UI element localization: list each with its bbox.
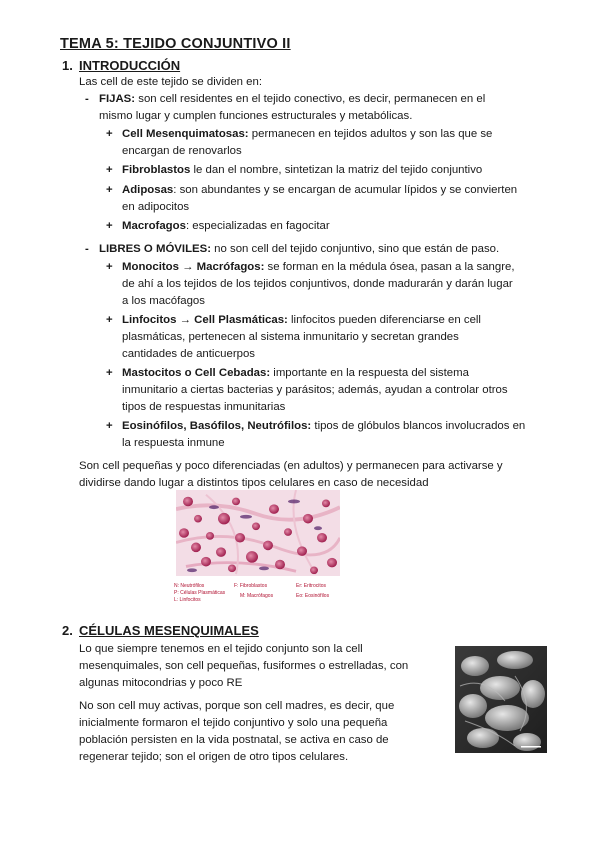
legend-macrofagos: M: Macrófagos bbox=[240, 593, 274, 599]
legend-eosinofilos: Eo: Eosinófilos bbox=[296, 593, 330, 599]
fija-item-1 bbox=[122, 126, 492, 143]
libre-item-text: linfocitos pueden diferenciarse en cell bbox=[287, 314, 481, 326]
fija-item-text: permanecen en tejidos adultos y son las que se bbox=[248, 128, 493, 140]
libres-label: LIBRES O MÓVILES: bbox=[99, 243, 212, 255]
legend-eritrocitos: Er: Eritrocitos bbox=[296, 583, 327, 589]
section-1-number: 1. bbox=[62, 58, 73, 73]
plus-icon: + bbox=[106, 314, 113, 326]
libres-bullet: - bbox=[85, 243, 89, 255]
section-2-number: 2. bbox=[62, 623, 73, 638]
fija-item-text: : son abundantes y se encargan de acumular lípidos y se convierten bbox=[173, 184, 518, 196]
fija-item-name: Adiposas bbox=[122, 184, 174, 196]
summary-line-1: Son cell pequeñas y poco diferenciadas (en adultos) y permanecen para activarse y bbox=[79, 460, 503, 472]
libres-text-1: no son cell del tejido conjuntivo, sino que están de paso. bbox=[211, 243, 500, 255]
fija-item-3 bbox=[122, 182, 517, 199]
figure-legend bbox=[172, 577, 342, 610]
fijas-bullet: - bbox=[85, 93, 89, 105]
fija-item-text: le dan el nombre, sintetizan la matriz del tejido conjuntivo bbox=[190, 164, 483, 176]
summary-line-2: dividirse dando lugar a distintos tipos celulares en caso de necesidad bbox=[79, 477, 429, 489]
libre-item-4 bbox=[122, 418, 525, 435]
section-2-heading: CÉLULAS MESENQUIMALES bbox=[79, 623, 259, 638]
fijas-line-1 bbox=[99, 91, 569, 108]
electron-micrograph bbox=[455, 646, 547, 753]
libre-item-1 bbox=[122, 259, 515, 276]
mesen-p2-line-2: inicialmente formaron el tejido conjuntivo y solo una pequeña bbox=[79, 717, 388, 729]
fija-item-name: Fibroblastos bbox=[122, 164, 191, 176]
fija-item-2 bbox=[122, 162, 482, 179]
plus-icon: + bbox=[106, 164, 113, 176]
libre-item-text: importante en la respuesta del sistema bbox=[270, 367, 469, 379]
legend-neutrofilos: N: Neutrófilos bbox=[174, 583, 205, 589]
mesen-p2-line-4: regenerar tejido; son el origen de otro tipos celulares. bbox=[79, 751, 349, 763]
fija-item-1-line-2: encargan de renovarlos bbox=[122, 145, 242, 157]
libre-item-3-line-2: inmunitario a ciertas bacterias y parásitos; además, ayudan a controlar otros bbox=[122, 384, 508, 396]
fija-item-name: Macrofagos bbox=[122, 220, 186, 232]
legend-fibroblastos: F: Fibroblastos bbox=[234, 583, 268, 589]
fija-item-text: : especializadas en fagocitar bbox=[185, 220, 330, 232]
page-title: TEMA 5: TEJIDO CONJUNTIVO II bbox=[60, 36, 291, 52]
intro-lead: Las cell de este tejido se dividen en: bbox=[79, 76, 263, 88]
plus-icon: + bbox=[106, 261, 113, 273]
legend-linfocitos: L: Linfocitos bbox=[174, 597, 201, 603]
plus-icon: + bbox=[106, 220, 113, 232]
libre-item-name: Linfocitos → Cell Plasmáticas: bbox=[122, 314, 288, 326]
libre-item-3-line-3: tipos de respuestas inmunitarias bbox=[122, 401, 286, 413]
libre-item-2-line-2: plasmáticas, pertenecen al sistema inmunitario y secretan grandes bbox=[122, 331, 459, 343]
libre-item-4-line-2: la respuesta inmune bbox=[122, 437, 225, 449]
libre-item-text: tipos de glóbulos blancos involucrados en bbox=[311, 420, 526, 432]
libre-item-1-line-3: a los macófagos bbox=[122, 295, 205, 307]
libre-item-name: Eosinófilos, Basófilos, Neutrófilos: bbox=[122, 420, 312, 432]
section-1-heading: INTRODUCCIÓN bbox=[79, 58, 181, 73]
plus-icon: + bbox=[106, 184, 113, 196]
mesen-p1-line-2: mesenquimales, son cell pequeñas, fusiformes o estrelladas, con bbox=[79, 660, 409, 672]
plus-icon: + bbox=[106, 367, 113, 379]
plus-icon: + bbox=[106, 420, 113, 432]
mesen-p1-line-3: algunas mitocondrias y poco RE bbox=[79, 677, 243, 689]
fija-item-3-line-2: en adipocitos bbox=[122, 201, 190, 213]
fija-item-name: Cell Mesenquimatosas: bbox=[122, 128, 249, 140]
fija-item-4 bbox=[122, 218, 330, 235]
libre-item-name: Mastocitos o Cell Cebadas: bbox=[122, 367, 271, 379]
mesen-p1-line-1: Lo que siempre tenemos en el tejido conjunto son la cell bbox=[79, 643, 363, 655]
fijas-text-1: son cell residentes en el tejido conectivo, es decir, permanecen en el bbox=[135, 93, 486, 105]
histology-micrograph bbox=[176, 490, 340, 576]
fijas-label: FIJAS: bbox=[99, 93, 136, 105]
libres-line-1 bbox=[99, 241, 569, 258]
mesen-p2-line-1: No son cell muy activas, porque son cell madres, es decir, que bbox=[79, 700, 395, 712]
libre-item-1-line-2: de ahí a los tejidos de los tejidos conjuntivos, donde madurarán y darán lugar bbox=[122, 278, 513, 290]
libre-item-3 bbox=[122, 365, 469, 382]
legend-plasmaticas: P: Células Plasmáticas bbox=[174, 590, 226, 596]
libre-item-2 bbox=[122, 312, 481, 329]
libre-item-text: se forman en la médula ósea, pasan a la sangre, bbox=[264, 261, 515, 273]
fijas-line-2: mismo lugar y cumplen funciones estructurales y metabólicas. bbox=[99, 110, 413, 122]
mesen-p2-line-3: población persisten en la vida postnatal, se activa en caso de bbox=[79, 734, 389, 746]
libre-item-name: Monocitos → Macrófagos: bbox=[122, 261, 265, 273]
plus-icon: + bbox=[106, 128, 113, 140]
libre-item-2-line-3: cantidades de anticuerpos bbox=[122, 348, 255, 360]
